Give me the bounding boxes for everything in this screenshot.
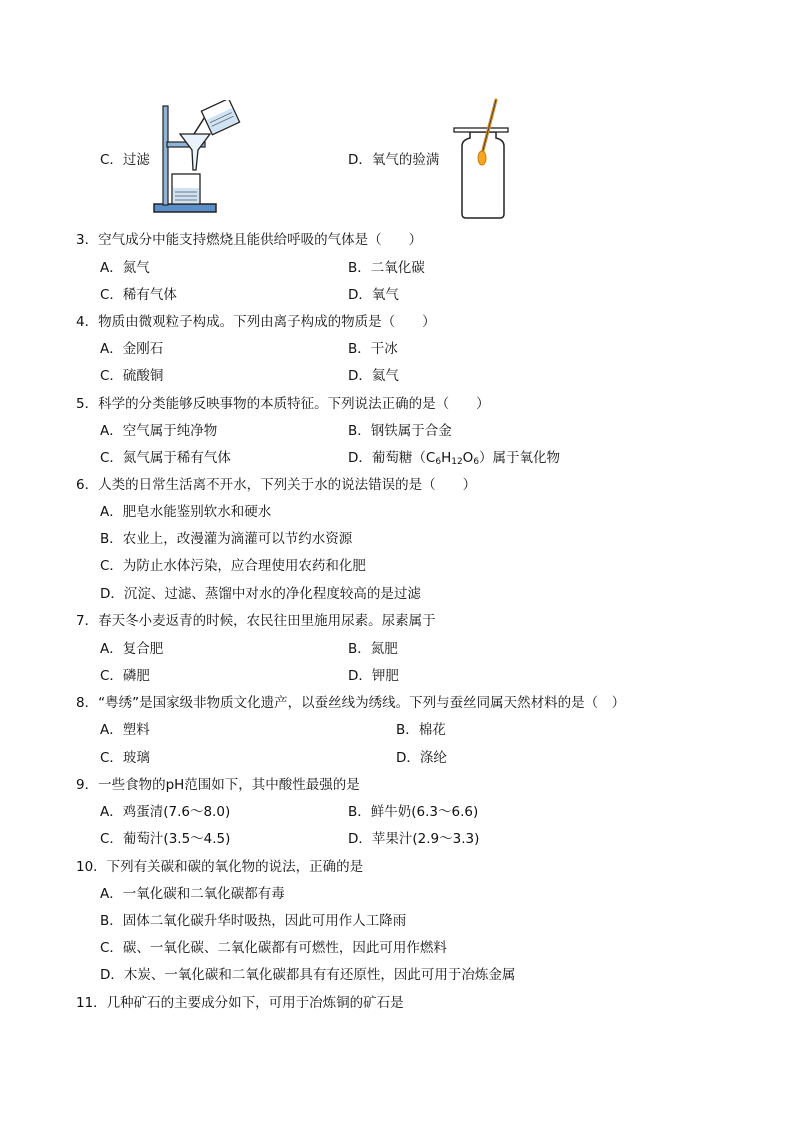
q10-option-d: D．木炭、一氧化碳和二氧化碳都具有有还原性，因此可用于冶炼金属 — [100, 967, 516, 983]
q4-option-b: B．干冰 — [348, 341, 398, 357]
q9-option-a: A．鸡蛋清(7.6～8.0) — [100, 804, 231, 820]
q10-option-a: A．一氧化碳和二氧化碳都有毒 — [100, 886, 285, 902]
q10-option-b: B．固体二氧化碳升华时吸热，因此可用作人工降雨 — [100, 913, 407, 929]
question-7-stem: 7．春天冬小麦返青的时候，农民往田里施用尿素。尿素属于 — [76, 613, 436, 629]
q8-option-c: C．玻璃 — [100, 750, 150, 766]
q5-option-b: B．钢铁属于合金 — [348, 423, 452, 439]
q7-option-c: C．磷肥 — [100, 668, 150, 684]
q7-option-b: B．氮肥 — [348, 641, 398, 657]
q3-option-b: B．二氧化碳 — [348, 260, 425, 276]
figure-label-oxygen-test: D．氧气的验满 — [348, 152, 440, 168]
question-3-stem: 3．空气成分中能支持燃烧且能供给呼吸的气体是（ ） — [76, 232, 423, 248]
question-6-stem: 6．人类的日常生活离不开水，下列关于水的说法错误的是（ ） — [76, 477, 477, 493]
question-5-stem: 5．科学的分类能够反映事物的本质特征。下列说法正确的是（ ） — [76, 396, 490, 412]
q4-option-c: C．硫酸铜 — [100, 368, 164, 384]
q5-formula-c-sub: 6 — [435, 457, 442, 467]
q3-option-c: C．稀有气体 — [100, 287, 177, 303]
q5-option-d-prefix: D．葡萄糖（C — [348, 450, 436, 466]
q5-option-a: A．空气属于纯净物 — [100, 423, 218, 439]
q4-option-d: D．氦气 — [348, 368, 399, 384]
q6-option-c: C．为防止水体污染，应合理使用农药和化肥 — [100, 558, 366, 574]
q5-formula-o-sub: 6 — [473, 457, 480, 467]
q8-option-b: B．棉花 — [396, 722, 446, 738]
q7-option-d: D．钾肥 — [348, 668, 399, 684]
q8-option-a: A．塑料 — [100, 722, 150, 738]
q6-option-b: B．农业上，改漫灌为滴灌可以节约水资源 — [100, 531, 353, 547]
q10-option-c: C．碳、一氧化碳、二氧化碳都有可燃性，因此可用作燃料 — [100, 940, 447, 956]
q5-option-d — [348, 449, 560, 471]
q5-option-c: C．氮气属于稀有气体 — [100, 450, 231, 466]
q4-option-a: A．金刚石 — [100, 341, 164, 357]
filtration-apparatus-figure — [150, 100, 250, 218]
q6-option-a: A．肥皂水能鉴别软水和硬水 — [100, 504, 272, 520]
q5-formula-o: O — [462, 450, 474, 466]
q8-option-d: D．涤纶 — [396, 750, 447, 766]
question-10-stem: 10．下列有关碳和碳的氧化物的说法，正确的是 — [76, 859, 364, 875]
q9-option-d: D．苹果汁(2.9～3.3) — [348, 831, 480, 847]
q9-option-c: C．葡萄汁(3.5～4.5) — [100, 831, 231, 847]
oxygen-test-figure — [448, 96, 518, 220]
figure-label-filter: C．过滤 — [100, 152, 150, 168]
question-4-stem: 4．物质由微观粒子构成。下列由离子构成的物质是（ ） — [76, 314, 436, 330]
q9-option-b: B．鲜牛奶(6.3～6.6) — [348, 804, 479, 820]
question-8-stem: 8．“粤绣”是国家级非物质文化遗产，以蚕丝线为绣线。下列与蚕丝同属天然材料的是（ ） — [76, 695, 626, 711]
q3-option-a: A．氮气 — [100, 260, 150, 276]
q3-option-d: D．氧气 — [348, 287, 399, 303]
q7-option-a: A．复合肥 — [100, 641, 164, 657]
q5-formula-h-sub: 12 — [451, 457, 463, 467]
question-11-stem: 11．几种矿石的主要成分如下，可用于冶炼铜的矿石是 — [76, 995, 404, 1011]
q5-option-d-suffix: ）属于氧化物 — [479, 450, 561, 466]
q6-option-d: D．沉淀、过滤、蒸馏中对水的净化程度较高的是过滤 — [100, 586, 421, 602]
q5-formula-h: H — [441, 450, 452, 466]
question-9-stem: 9．一些食物的pH范围如下，其中酸性最强的是 — [76, 777, 360, 793]
